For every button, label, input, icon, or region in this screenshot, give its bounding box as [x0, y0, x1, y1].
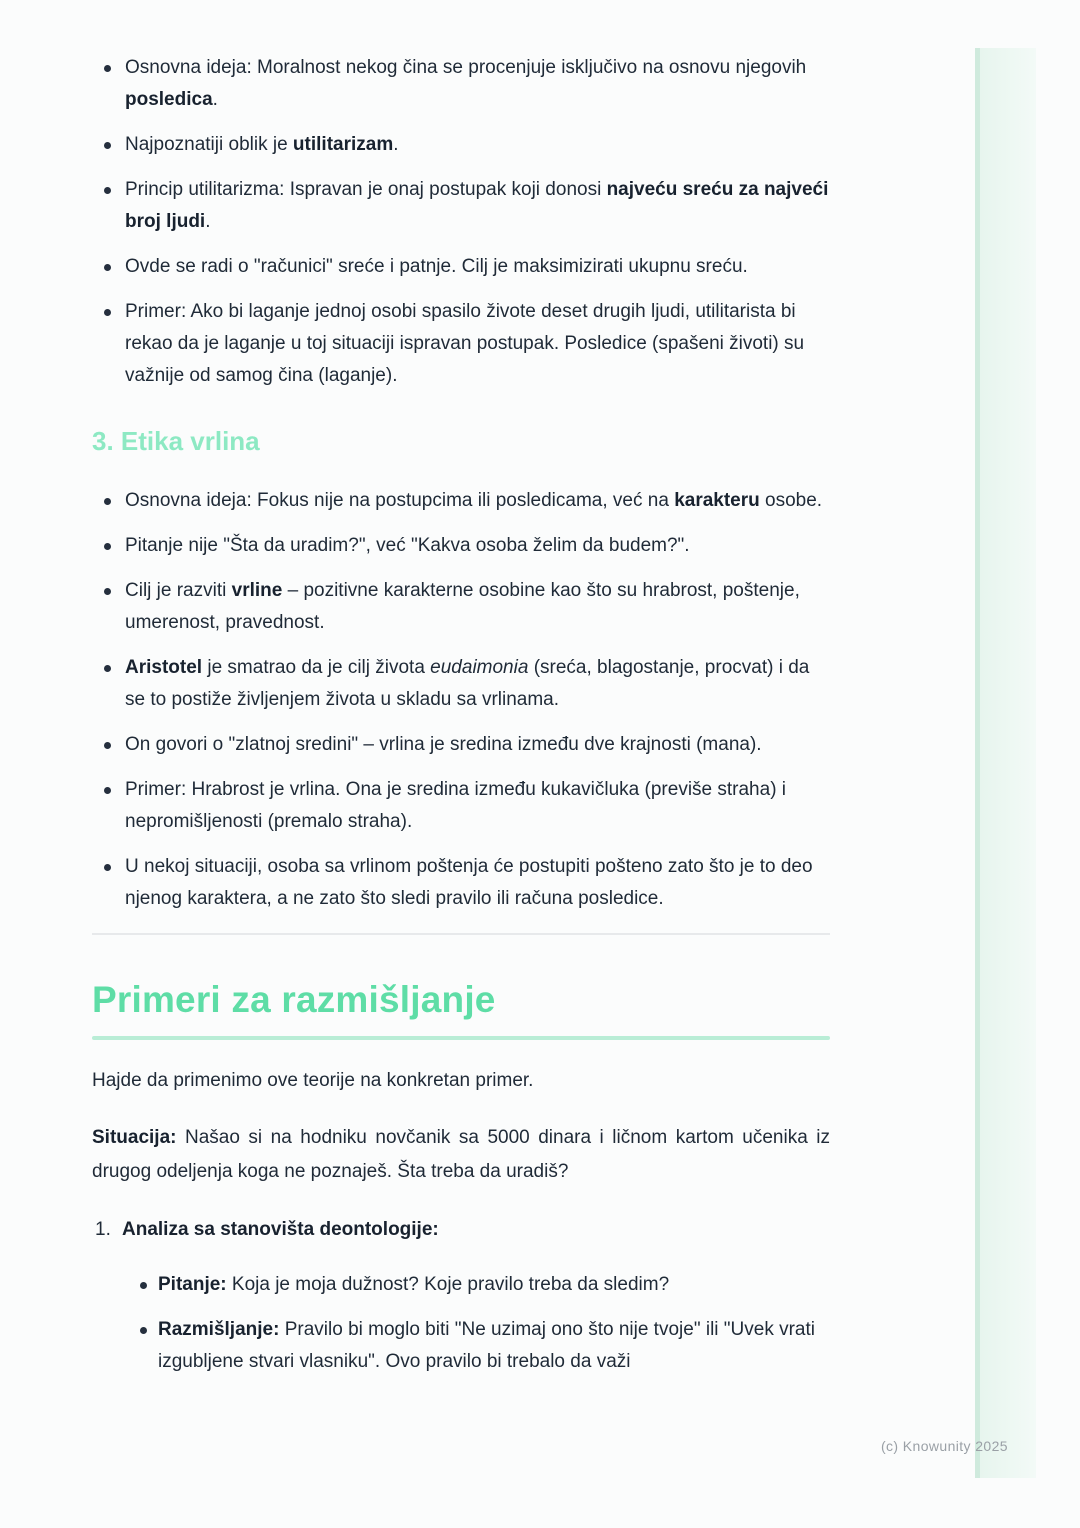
bullet-icon	[104, 187, 111, 194]
virtue-bullet-list	[92, 485, 830, 915]
list-item-text: Pitanje: Koja je moja dužnost? Koje pravilo treba da sledim?	[158, 1274, 670, 1295]
list-item-text: Najpoznatiji oblik je utilitarizam.	[125, 134, 399, 155]
numbered-item-1	[92, 1214, 830, 1246]
list-item-text: Aristotel je smatrao da je cilj života eudaimonia (sreća, blagostanje, procvat) i da se to postiže življenjem života u skladu sa vrlinama.	[125, 657, 810, 710]
bullet-icon	[104, 742, 111, 749]
list-item-text: Princip utilitarizma: Ispravan je onaj postupak koji donosi najveću sreću za najveći broj ljudi.	[125, 179, 829, 232]
list-item	[92, 1314, 830, 1378]
bullet-icon	[104, 543, 111, 550]
list-item	[92, 251, 830, 283]
bullet-icon	[104, 787, 111, 794]
intro-paragraph: Hajde da primenimo ove teorije na konkretan primer.	[92, 1070, 534, 1091]
list-item	[92, 485, 830, 517]
bullet-icon	[140, 1327, 147, 1334]
list-item	[92, 1269, 830, 1301]
numbered-item-number: 1.	[95, 1219, 111, 1240]
examples-title: Primeri za razmišljanje	[92, 979, 496, 1020]
bullet-icon	[104, 264, 111, 271]
bullet-icon	[104, 498, 111, 505]
accent-strip	[975, 48, 1036, 1478]
consequentialism-bullet-list	[92, 52, 830, 392]
list-item	[92, 129, 830, 161]
bullet-icon	[104, 65, 111, 72]
list-item-text: Ovde se radi o "računici" sreće i patnje. Cilj je maksimizirati ukupnu sreću.	[125, 256, 748, 277]
list-item-text: U nekoj situaciji, osoba sa vrlinom poštenja će postupiti pošteno zato što je to deo njenog karaktera, a ne zato što sledi pravilo ili računa posledice.	[125, 856, 813, 909]
list-item	[92, 575, 830, 639]
list-item	[92, 296, 830, 392]
list-item	[92, 729, 830, 761]
deontology-sub-bullet-list	[92, 1269, 830, 1378]
bullet-icon	[104, 588, 111, 595]
bullet-icon	[104, 665, 111, 672]
list-item	[92, 174, 830, 238]
list-item-text: Razmišljanje: Pravilo bi moglo biti "Ne uzimaj ono što nije tvoje" ili "Uvek vrati izgubljene stvari vlasniku". Ovo pravilo bi trebalo da važi	[158, 1319, 815, 1372]
list-item	[92, 530, 830, 562]
section-divider	[92, 933, 830, 935]
list-item-text: Primer: Hrabrost je vrlina. Ona je sredina između kukavičluka (previše straha) i nepromišljenosti (premalo straha).	[125, 779, 787, 832]
page-content	[92, 0, 830, 1378]
bullet-icon	[104, 309, 111, 316]
list-item-text: On govori o "zlatnoj sredini" – vrlina je sredina između dve krajnosti (mana).	[125, 734, 762, 755]
list-item-text: Cilj je razviti vrline – pozitivne karakterne osobine kao što su hrabrost, poštenje, umerenost, pravednost.	[125, 580, 800, 633]
list-item-text: Primer: Ako bi laganje jednoj osobi spasilo živote deset drugih ljudi, utilitarista bi rekao da je laganje u toj situaciji ispravan postupak. Posledice (spašeni životi) su važnije od samog čina (laganje).	[125, 301, 805, 386]
situation-paragraph: Situacija: Našao si na hodniku novčanik sa 5000 dinara i ličnom kartom učenika iz drugog odeljenja koga ne poznaješ. Šta treba da uradiš?	[92, 1127, 830, 1182]
numbered-item-title: Analiza sa stanovišta deontologije:	[122, 1219, 439, 1240]
list-item-text: Pitanje nije "Šta da uradim?", već "Kakva osoba želim da budem?".	[125, 535, 690, 556]
list-item-text: Osnovna ideja: Fokus nije na postupcima ili posledicama, već na karakteru osobe.	[125, 490, 823, 511]
list-item	[92, 851, 830, 915]
title-underline	[92, 1036, 830, 1040]
list-item	[92, 652, 830, 716]
bullet-icon	[104, 864, 111, 871]
bullet-icon	[104, 142, 111, 149]
bullet-icon	[140, 1282, 147, 1289]
section-heading-etika-vrlina: 3. Etika vrlina	[92, 426, 260, 456]
watermark-copyright: (c) Knowunity 2025	[880, 1438, 1008, 1454]
list-item	[92, 52, 830, 116]
list-item-text: Osnovna ideja: Moralnost nekog čina se procenjuje isključivo na osnovu njegovih posledica.	[125, 57, 807, 110]
list-item	[92, 774, 830, 838]
